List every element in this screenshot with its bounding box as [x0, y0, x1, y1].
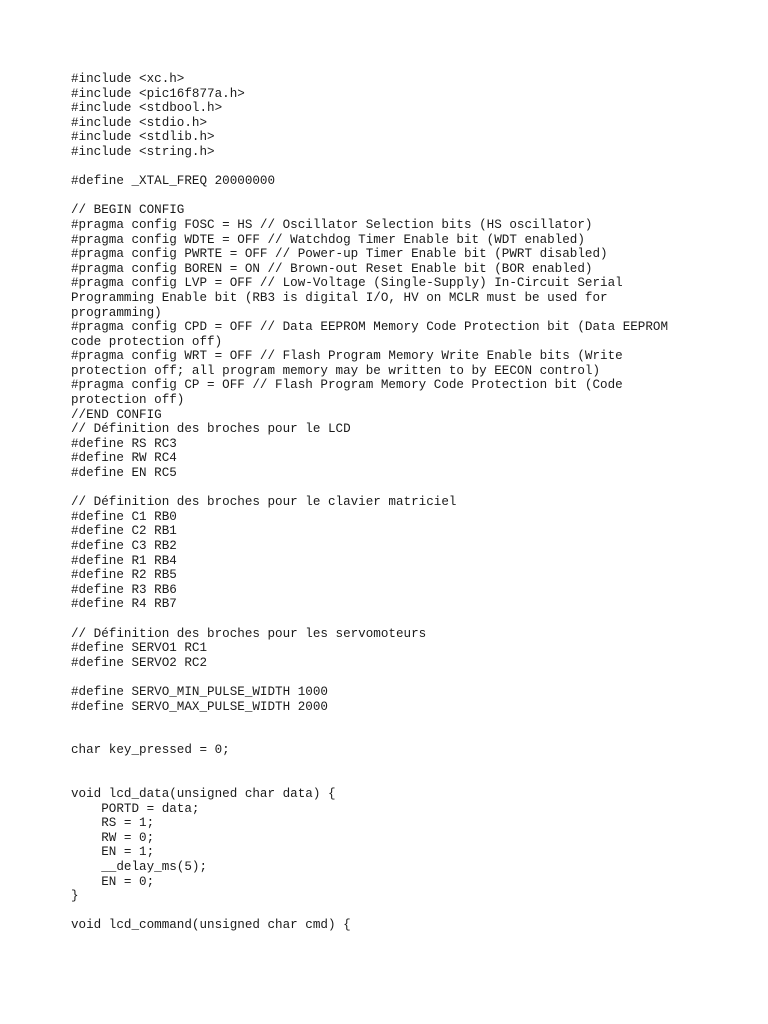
code-line: #pragma config LVP = OFF // Low-Voltage (Single-Supply) In-Circuit Serial: [71, 276, 623, 291]
code-line: programming): [71, 305, 162, 320]
code-line: [71, 670, 731, 685]
code-line: [71, 904, 731, 919]
code-line: [71, 160, 731, 175]
code-line: EN = 0;: [71, 874, 155, 889]
code-line: Programming Enable bit (RB3 is digital I/O, HV on MCLR must be used for: [71, 290, 608, 305]
code-line: #include <xc.h>: [71, 72, 185, 86]
code-line: [71, 758, 731, 773]
code-line: [71, 189, 731, 204]
code-line: #pragma config CPD = OFF // Data EEPROM Memory Code Protection bit (Data EEPROM: [71, 320, 669, 335]
code-line: #define SERVO1 RC1: [71, 641, 208, 656]
code-line: #define SERVO2 RC2: [71, 655, 208, 670]
code-line: #define EN RC5: [71, 466, 177, 481]
code-line: #define C1 RB0: [71, 509, 177, 524]
code-line: #pragma config FOSC = HS // Oscillator Selection bits (HS oscillator): [71, 217, 593, 232]
code-line: void lcd_data(unsigned char data) {: [71, 787, 336, 802]
code-line: #define C2 RB1: [71, 524, 177, 539]
code-line: // Définition des broches pour le LCD: [71, 422, 351, 437]
code-line: #define R3 RB6: [71, 582, 177, 597]
code-line: #pragma config PWRTE = OFF // Power-up Timer Enable bit (PWRT disabled): [71, 247, 608, 262]
code-line: EN = 1;: [71, 845, 155, 860]
code-line: #include <stdio.h>: [71, 115, 208, 130]
code-line: #pragma config WDTE = OFF // Watchdog Timer Enable bit (WDT enabled): [71, 232, 585, 247]
code-line: PORTD = data;: [71, 801, 200, 816]
code-line: [71, 612, 731, 627]
code-line: [71, 729, 731, 744]
code-line: #define R2 RB5: [71, 568, 177, 583]
code-line: #define _XTAL_FREQ 20000000: [71, 174, 276, 189]
code-line: void lcd_command(unsigned char cmd) {: [71, 918, 351, 933]
code-line: #pragma config WRT = OFF // Flash Program Memory Write Enable bits (Write: [71, 349, 623, 364]
code-line: }: [71, 889, 79, 904]
code-line: RW = 0;: [71, 830, 155, 845]
source-code-listing: [71, 72, 731, 933]
code-line: [71, 773, 731, 788]
code-line: // Définition des broches pour le clavier matriciel: [71, 495, 457, 510]
code-line: #define SERVO_MIN_PULSE_WIDTH 1000: [71, 684, 328, 699]
code-line: // Définition des broches pour les servomoteurs: [71, 626, 427, 641]
code-line: protection off; all program memory may be written to by EECON control): [71, 363, 601, 378]
code-line: [71, 481, 731, 496]
code-line: code protection off): [71, 334, 223, 349]
code-line: #define C3 RB2: [71, 539, 177, 553]
code-line: #include <stdlib.h>: [71, 130, 215, 145]
code-line: //END CONFIG: [71, 407, 162, 422]
code-line: #include <stdbool.h>: [71, 101, 223, 116]
code-line: // BEGIN CONFIG: [71, 203, 185, 218]
code-line: [71, 714, 731, 729]
code-line: #define R4 RB7: [71, 597, 177, 612]
code-line: #define R1 RB4: [71, 553, 177, 568]
code-line: #include <pic16f877a.h>: [71, 86, 245, 101]
code-line: #pragma config BOREN = ON // Brown-out Reset Enable bit (BOR enabled): [71, 261, 593, 276]
code-line: #define SERVO_MAX_PULSE_WIDTH 2000: [71, 699, 328, 714]
code-line: char key_pressed = 0;: [71, 743, 230, 758]
code-line: __delay_ms(5);: [71, 860, 208, 875]
code-line: #include <string.h>: [71, 144, 215, 159]
code-line: protection off): [71, 393, 185, 408]
code-line: #define RW RC4: [71, 451, 177, 466]
code-line: RS = 1;: [71, 816, 155, 831]
code-line: #define RS RC3: [71, 436, 177, 451]
code-line: #pragma config CP = OFF // Flash Program Memory Code Protection bit (Code: [71, 378, 623, 393]
